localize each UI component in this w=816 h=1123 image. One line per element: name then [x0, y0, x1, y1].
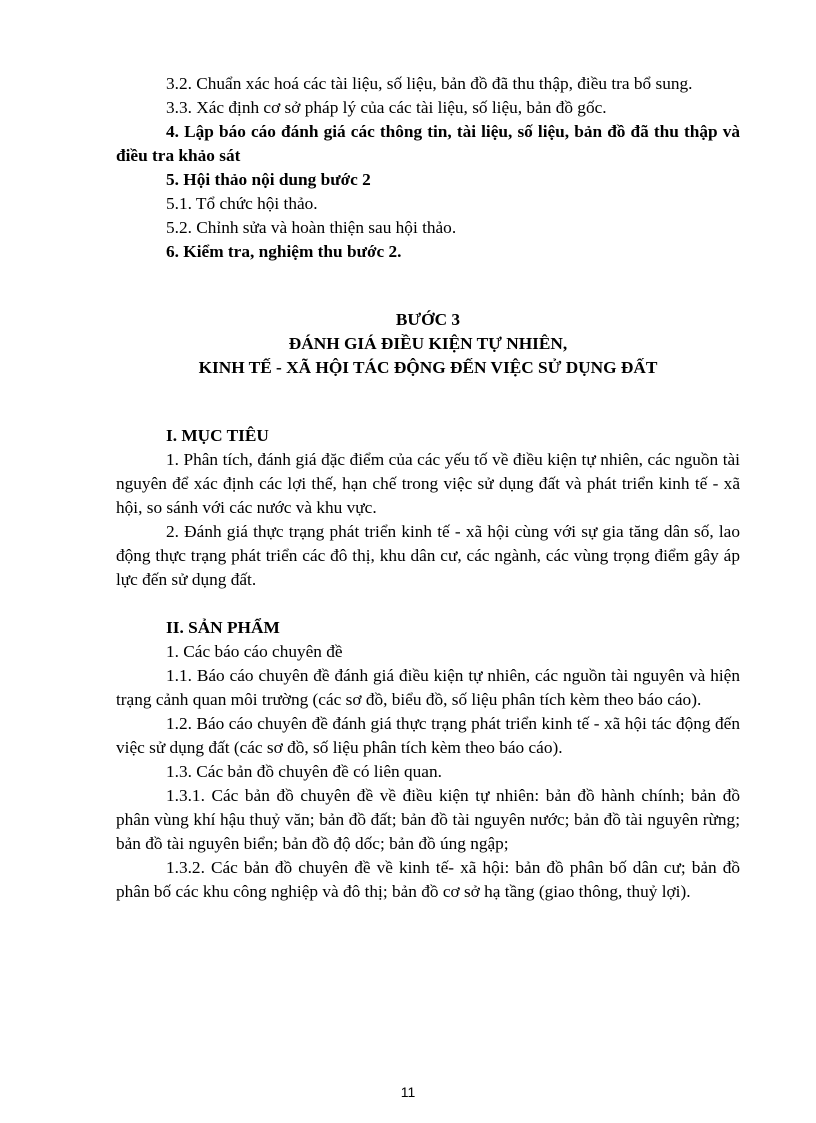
item-5-2: 5.2. Chỉnh sửa và hoàn thiện sau hội thảo.: [166, 218, 457, 237]
item-5-heading: 5. Hội thảo nội dung bước 2: [166, 170, 371, 189]
page-number: 11: [400, 1084, 416, 1100]
spacer: [116, 592, 740, 616]
item-6-heading: 6. Kiểm tra, nghiệm thu bước 2.: [166, 242, 402, 261]
step-heading-line1: BƯỚC 3: [395, 310, 461, 329]
products-heading: II. SẢN PHẨM: [166, 618, 280, 637]
objectives-heading: I. MỤC TIÊU: [166, 426, 269, 445]
products-item-1-3-1: 1.3.1. Các bản đồ chuyên đề về điều kiện tự nhiên: bản đồ hành chính; bản đồ phân vùng khí hậu thuỷ văn; bản đồ đất; bản đồ tài nguyên nước; bản đồ tài nguyên rừng; bản đồ tài nguyên biển; bản đồ độ dốc; bản đồ úng ngập;: [116, 786, 740, 853]
step-heading-line3: KINH TẾ - XÃ HỘI TÁC ĐỘNG ĐẾN VIỆC SỬ DỤNG ĐẤT: [198, 358, 658, 377]
step-heading-line2: ĐÁNH GIÁ ĐIỀU KIỆN TỰ NHIÊN,: [288, 334, 568, 353]
products-item-1-3-2: 1.3.2. Các bản đồ chuyên đề về kinh tế- xã hội: bản đồ phân bố dân cư; bản đồ phân bố các khu công nghiệp và đô thị; bản đồ cơ sở hạ tầng (giao thông, thuỷ lợi).: [116, 858, 740, 901]
spacer: [116, 264, 740, 308]
products-item-1: 1. Các báo cáo chuyên đề: [166, 642, 343, 661]
products-item-1-1: 1.1. Báo cáo chuyên đề đánh giá điều kiện tự nhiên, các nguồn tài nguyên và hiện trạng cảnh quan môi trường (các sơ đồ, biểu đồ, số liệu phân tích kèm theo báo cáo).: [116, 666, 740, 709]
document-page: [116, 72, 740, 904]
item-3-2: 3.2. Chuẩn xác hoá các tài liệu, số liệu, bản đồ đã thu thập, điều tra bổ sung.: [166, 74, 693, 93]
products-item-1-2: 1.2. Báo cáo chuyên đề đánh giá thực trạng phát triển kinh tế - xã hội tác động đến việc sử dụng đất (các sơ đồ, số liệu phân tích kèm theo báo cáo).: [116, 714, 740, 757]
products-item-1-3: 1.3. Các bản đồ chuyên đề có liên quan.: [166, 762, 442, 781]
item-3-3: 3.3. Xác định cơ sở pháp lý của các tài liệu, số liệu, bản đồ gốc.: [166, 98, 607, 117]
item-4-heading: 4. Lập báo cáo đánh giá các thông tin, tài liệu, số liệu, bản đồ đã thu thập và điều tra khảo sát: [116, 122, 740, 165]
objectives-paragraph-1: 1. Phân tích, đánh giá đặc điểm của các yếu tố về điều kiện tự nhiên, các nguồn tài nguyên để xác định các lợi thế, hạn chế trong việc sử dụng đất và phát triển kinh tế - xã hội, so sánh với các nước và khu vực.: [116, 450, 740, 517]
objectives-paragraph-2: 2. Đánh giá thực trạng phát triển kinh tế - xã hội cùng với sự gia tăng dân số, lao động thực trạng phát triển các đô thị, khu dân cư, các ngành, các vùng trọng điểm gây áp lực đến sử dụng đất.: [116, 522, 740, 589]
item-5-1: 5.1. Tổ chức hội thảo.: [166, 194, 318, 213]
spacer: [116, 380, 740, 424]
